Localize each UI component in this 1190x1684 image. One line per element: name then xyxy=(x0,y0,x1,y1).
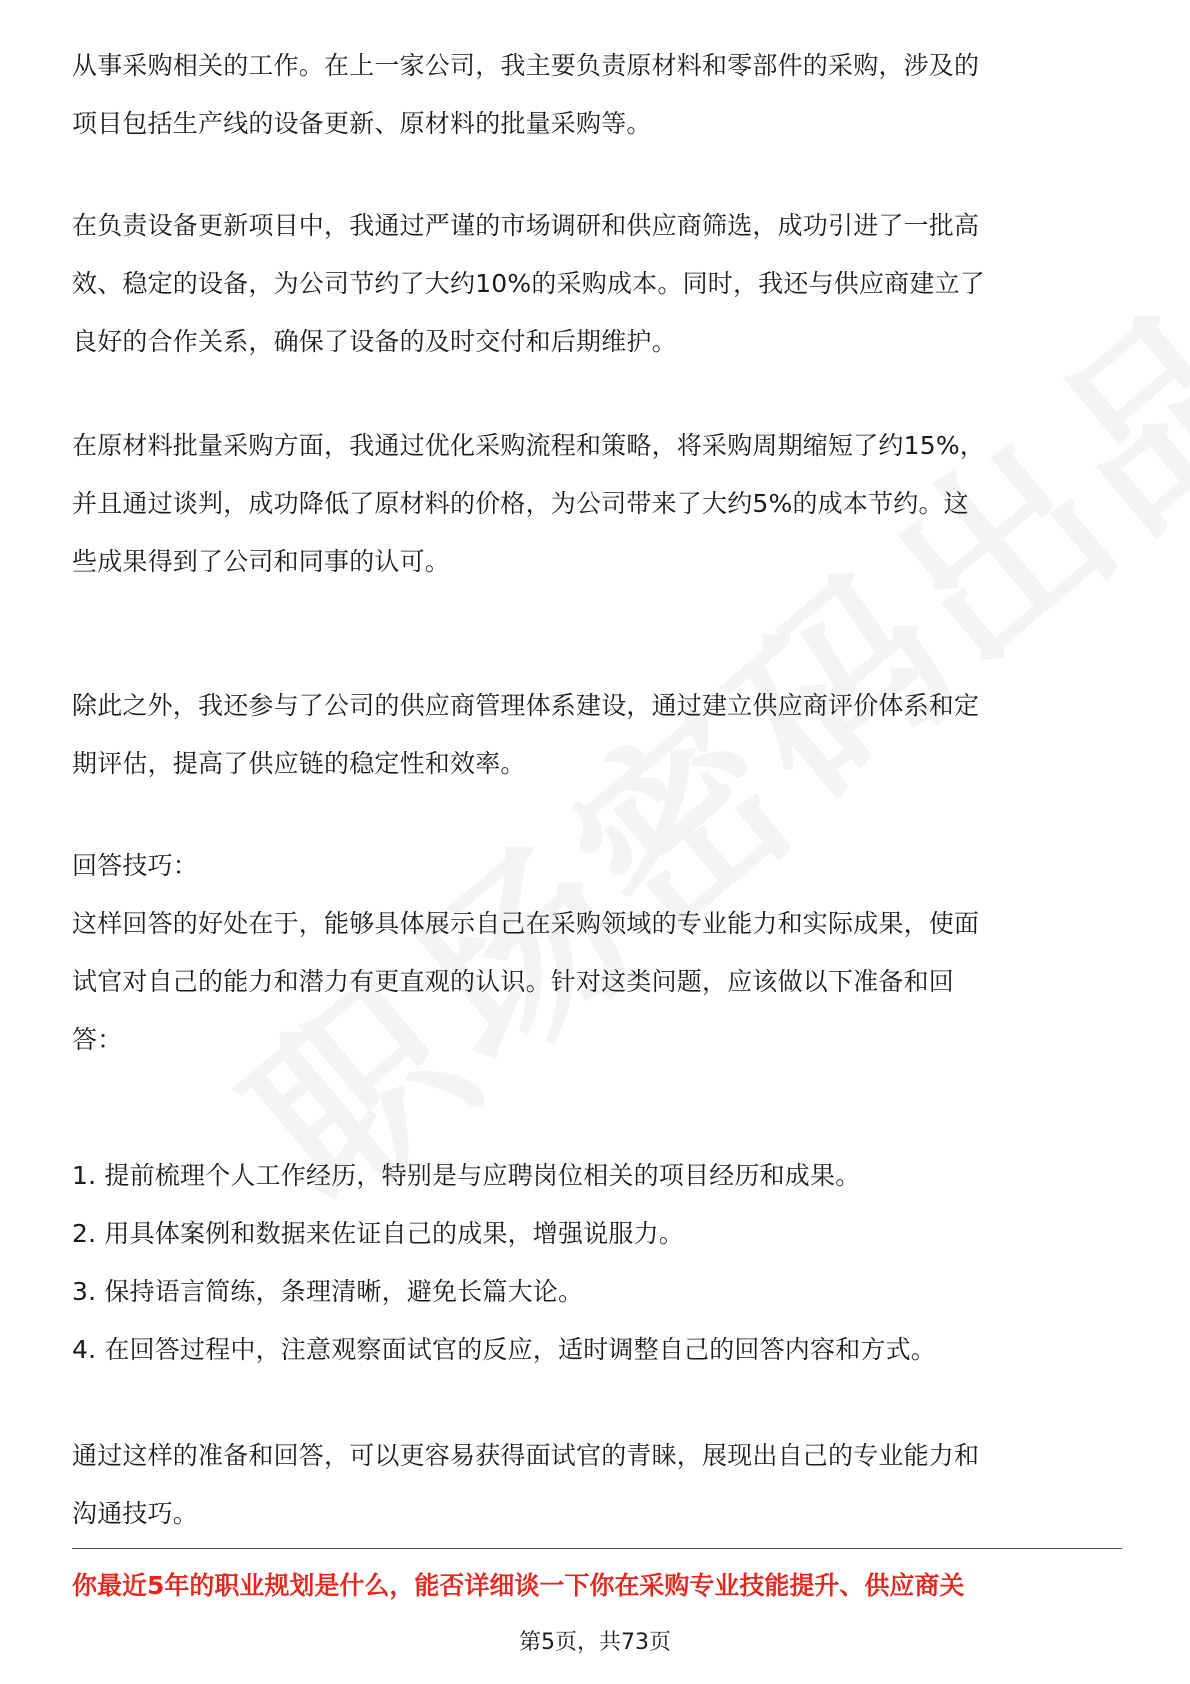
tips-section xyxy=(72,837,1122,1069)
paragraph-line: 些成果得到了公司和同事的认可。 xyxy=(72,547,451,576)
answer-paragraph-1 xyxy=(72,37,1122,153)
tips-intro-line: 这样回答的好处在于，能够具体展示自己在采购领域的专业能力和实际成果，使面 xyxy=(72,909,980,938)
tips-intro-line: 答： xyxy=(72,1025,123,1054)
paragraph-line: 在负责设备更新项目中，我通过严谨的市场调研和供应商筛选，成功引进了一批高 xyxy=(72,211,980,240)
answer-paragraph-4 xyxy=(72,677,1122,793)
tips-list xyxy=(72,1147,1122,1379)
list-item: 1. 提前梳理个人工作经历，特别是与应聘岗位相关的项目经历和成果。 xyxy=(72,1161,861,1190)
list-item: 2. 用具体案例和数据来佐证自己的成果，增强说服力。 xyxy=(72,1219,685,1248)
paragraph-line: 项目包括生产线的设备更新、原材料的批量采购等。 xyxy=(72,109,652,138)
page-number: 第5页，共73页 xyxy=(519,1630,671,1655)
paragraph-line: 效、稳定的设备，为公司节约了大约10%的采购成本。同时，我还与供应商建立了 xyxy=(72,269,985,298)
answer-paragraph-2 xyxy=(72,197,1122,371)
list-item: 4. 在回答过程中，注意观察面试官的反应，适时调整自己的回答内容和方式。 xyxy=(72,1335,937,1364)
tips-heading: 回答技巧： xyxy=(72,851,199,880)
paragraph-line: 良好的合作关系，确保了设备的及时交付和后期维护。 xyxy=(72,327,677,356)
divider xyxy=(72,1548,1122,1549)
tips-intro-line: 试官对自己的能力和潜力有更直观的认识。针对这类问题，应该做以下准备和回 xyxy=(72,967,955,996)
paragraph-line: 从事采购相关的工作。在上一家公司，我主要负责原材料和零部件的采购，涉及的 xyxy=(72,51,980,80)
answer-paragraph-3 xyxy=(72,417,1122,591)
paragraph-line: 并且通过谈判，成功降低了原材料的价格，为公司带来了大约5%的成本节约。这 xyxy=(72,489,969,518)
paragraph-line: 沟通技巧。 xyxy=(72,1499,199,1528)
paragraph-line: 在原材料批量采购方面，我通过优化采购流程和策略，将采购周期缩短了约15%， xyxy=(72,431,985,460)
paragraph-line: 除此之外，我还参与了公司的供应商管理体系建设，通过建立供应商评价体系和定 xyxy=(72,691,980,720)
tips-conclusion xyxy=(72,1427,1122,1543)
paragraph-line: 期评估，提高了供应链的稳定性和效率。 xyxy=(72,749,526,778)
paragraph-line: 通过这样的准备和回答，可以更容易获得面试官的青睐，展现出自己的专业能力和 xyxy=(72,1441,980,1470)
next-question-heading: 你最近5年的职业规划是什么，能否详细谈一下你在采购专业技能提升、供应商关 xyxy=(72,1571,965,1600)
list-item: 3. 保持语言简练，条理清晰，避免长篇大论。 xyxy=(72,1277,584,1306)
